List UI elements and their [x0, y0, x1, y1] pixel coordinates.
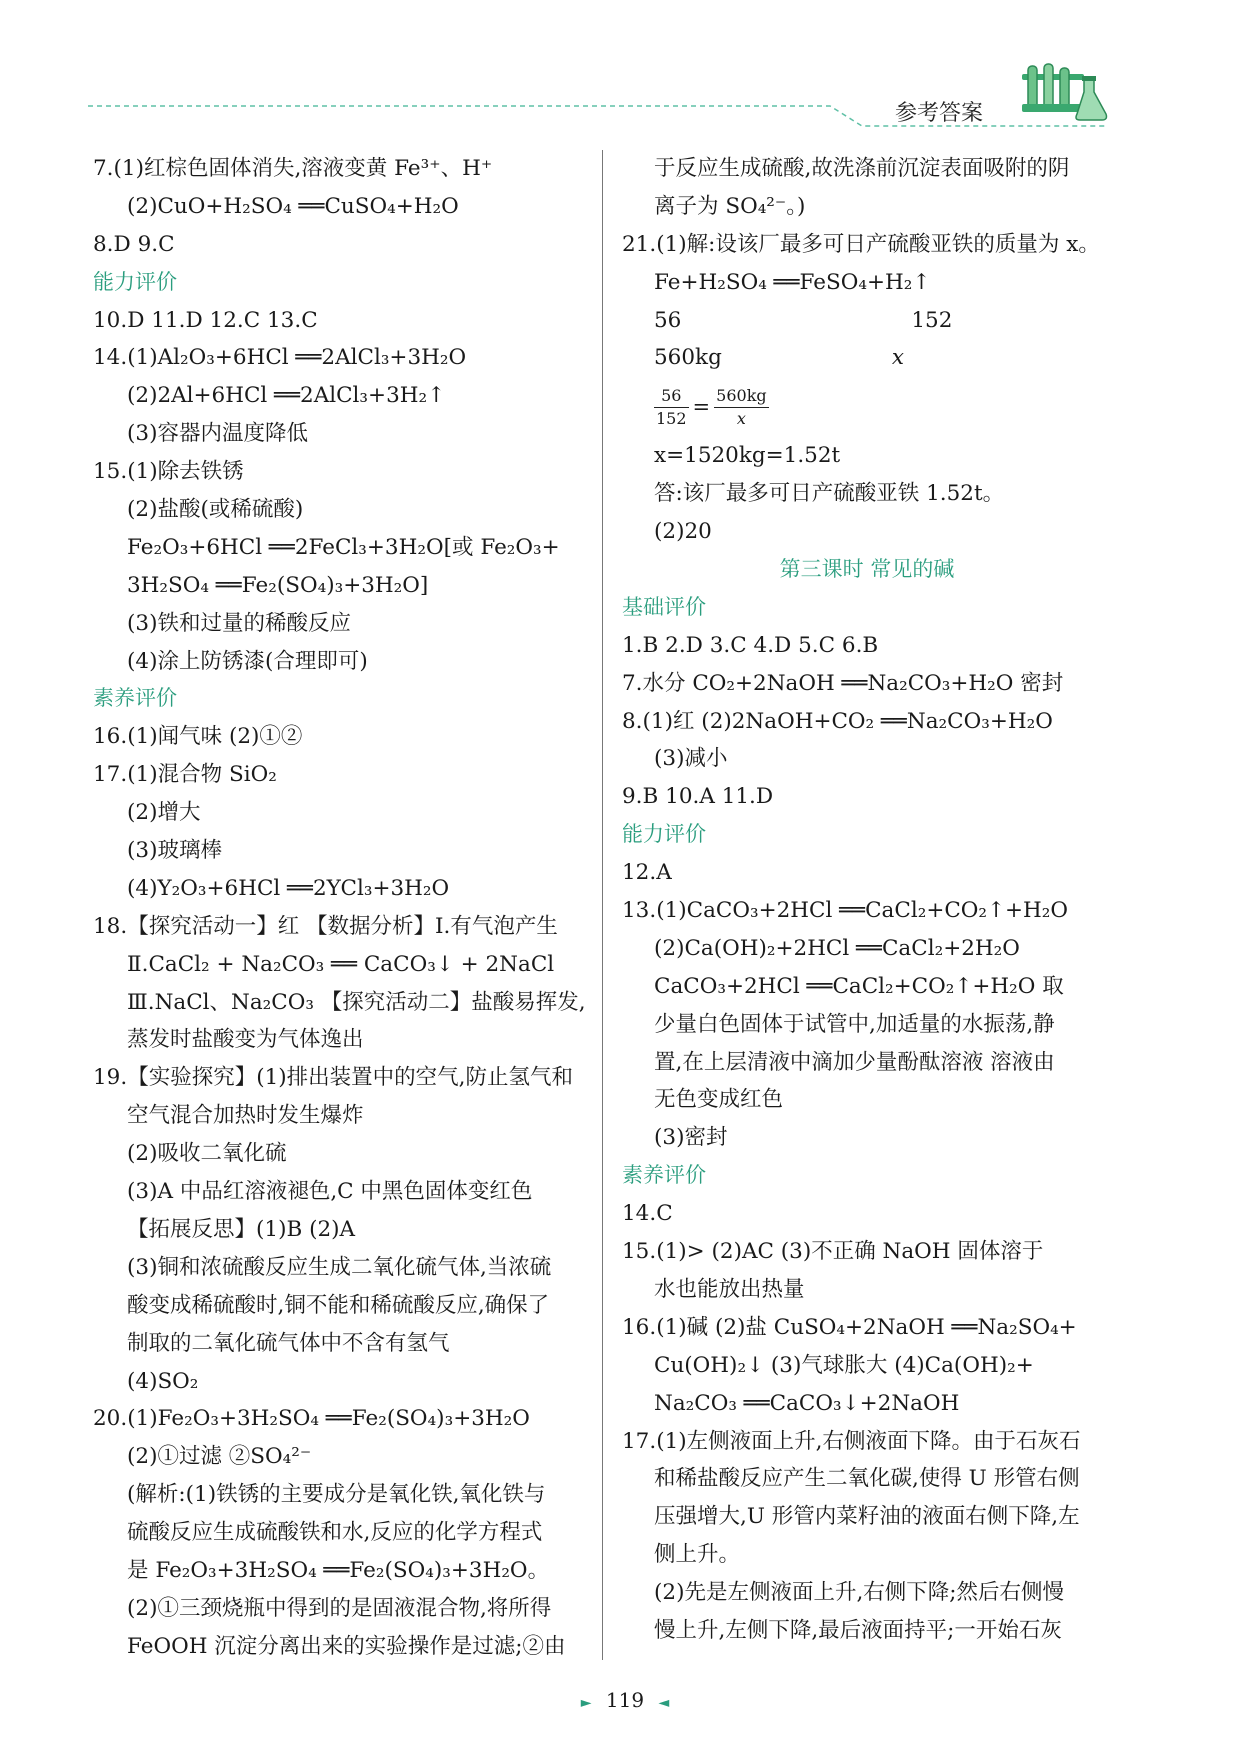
answer-line: x=1520kg=1.52t: [654, 443, 841, 469]
page-header: [0, 0, 1250, 140]
calc-given: 560kg: [654, 345, 722, 371]
answer-line: 10.D 11.D 12.C 13.C: [93, 307, 318, 333]
calc-mass-fe: 56: [654, 307, 682, 333]
section-heading: 基础评价: [622, 594, 706, 619]
calc-given-row: [622, 339, 1112, 377]
answer-line: (2)2Al+6HCl ══2AlCl₃+3H₂↑: [127, 383, 446, 409]
answer-line: 和稀盐酸反应产生二氧化碳,使得 U 形管右侧: [654, 1466, 1080, 1492]
answer-line: 14.(1)Al₂O₃+6HCl ══2AlCl₃+3H₂O: [93, 345, 467, 371]
answer-line: 7.水分 CO₂+2NaOH ══Na₂CO₃+H₂O 密封: [622, 670, 1064, 696]
answer-line: 硫酸反应生成硫酸铁和水,反应的化学方程式: [127, 1520, 543, 1546]
answer-line: 12.A: [622, 860, 672, 886]
answer-line: (2)CuO+H₂SO₄ ══CuSO₄+H₂O: [127, 193, 459, 219]
answer-line: 8.(1)红 (2)2NaOH+CO₂ ══Na₂CO₃+H₂O: [622, 708, 1053, 734]
arrow-left-icon: ◄: [658, 1695, 670, 1711]
answer-line: 18.【探究活动一】红 【数据分析】Ⅰ.有气泡产生: [93, 913, 558, 939]
answer-line: Na₂CO₃ ══CaCO₃↓+2NaOH: [654, 1390, 960, 1416]
section-heading: 第三课时 常见的碱: [779, 557, 955, 582]
section-heading: 素养评价: [93, 686, 177, 711]
answer-line: CaCO₃+2HCl ══CaCl₂+CO₂↑+H₂O 取: [654, 973, 1064, 999]
answer-line: (3)A 中品红溶液褪色,C 中黑色固体变红色: [127, 1179, 533, 1205]
answer-line: 14.C: [622, 1201, 673, 1227]
answer-line: 是 Fe₂O₃+3H₂SO₄ ══Fe₂(SO₄)₃+3H₂O。: [127, 1557, 550, 1583]
answer-line: (2)增大: [127, 800, 201, 826]
calc-molar-mass-row: [622, 302, 1112, 340]
answer-line: 17.(1)左侧液面上升,右侧液面下降。由于石灰石: [622, 1428, 1081, 1454]
answer-line: 1.B 2.D 3.C 4.D 5.C 6.B: [622, 632, 879, 658]
answer-line: 蒸发时盐酸变为气体逸出: [127, 1027, 364, 1053]
answer-line: 空气混合加热时发生爆炸: [127, 1103, 364, 1129]
answer-line: 20.(1)Fe₂O₃+3H₂SO₄ ══Fe₂(SO₄)₃+3H₂O: [93, 1406, 530, 1432]
answer-line: Fe₂O₃+6HCl ══2FeCl₃+3H₂O[或 Fe₂O₃+: [127, 534, 560, 560]
answer-line: 离子为 SO₄²⁻。): [654, 193, 806, 219]
left-column: [93, 150, 633, 1666]
fraction-left: $\frac{56}{152}$: [656, 385, 687, 428]
answer-line: Ⅲ.NaCl、Na₂CO₃ 【探究活动二】盐酸易挥发,: [127, 989, 586, 1015]
answer-line: Cu(OH)₂↓ (3)气球胀大 (4)Ca(OH)₂+: [654, 1352, 1034, 1378]
answer-line: 8.D 9.C: [93, 231, 175, 257]
answer-line: 压强增大,U 形管内菜籽油的液面右侧下降,左: [654, 1504, 1080, 1530]
answer-line: 16.(1)闻气味 (2)①②: [93, 724, 303, 750]
answer-line: 13.(1)CaCO₃+2HCl ══CaCl₂+CO₂↑+H₂O: [622, 898, 1069, 924]
answer-line: (3)减小: [654, 746, 728, 772]
answer-line: (4)涂上防锈漆(合理即可): [127, 648, 368, 674]
answer-line: 21.(1)解:设该厂最多可日产硫酸亚铁的质量为 x。: [622, 231, 1100, 257]
answer-line: (3)铁和过量的稀酸反应: [127, 610, 351, 636]
calc-proportion: [622, 377, 1112, 437]
answer-line: (4)SO₂: [127, 1368, 199, 1394]
answer-line: 17.(1)混合物 SiO₂: [93, 762, 277, 788]
header-title: 参考答案: [895, 101, 984, 126]
right-bottom-block: [622, 437, 1112, 1650]
answer-line: (2)①三颈烧瓶中得到的是固液混合物,将所得: [127, 1595, 552, 1621]
answer-line: (2)吸收二氧化硫: [127, 1141, 287, 1167]
answer-line: (3)容器内温度降低: [127, 421, 308, 447]
arrow-right-icon: ►: [580, 1695, 592, 1711]
section-heading: 素养评价: [622, 1163, 706, 1188]
answer-line: (3)玻璃棒: [127, 838, 222, 864]
answer-line: (3)铜和浓硫酸反应生成二氧化硫气体,当浓硫: [127, 1254, 552, 1280]
answer-line: FeOOH 沉淀分离出来的实验操作是过滤;②由: [127, 1633, 566, 1659]
answer-line: 制取的二氧化硫气体中不含有氢气: [127, 1330, 450, 1356]
answer-line: 15.(1)> (2)AC (3)不正确 NaOH 固体溶于: [622, 1239, 1044, 1265]
answer-line: 侧上升。: [654, 1542, 741, 1568]
equals-sign: =: [692, 395, 711, 420]
section-heading: 能力评价: [93, 269, 177, 294]
answer-line: 慢上升,左侧下降,最后液面持平;一开始石灰: [654, 1617, 1062, 1643]
answer-line: 16.(1)碱 (2)盐 CuSO₄+2NaOH ══Na₂SO₄+: [622, 1314, 1077, 1340]
right-top-block: [622, 150, 1112, 302]
section-heading: 能力评价: [622, 822, 706, 847]
answer-line: (2)先是左侧液面上升,右侧下降;然后右侧慢: [654, 1580, 1065, 1606]
answer-line: (2)20: [654, 519, 712, 545]
answer-line: (3)密封: [654, 1125, 728, 1151]
answer-line: 7.(1)红棕色固体消失,溶液变黄 Fe³⁺、H⁺: [93, 156, 493, 181]
answer-line: (2)①过滤 ②SO₄²⁻: [127, 1444, 312, 1470]
test-tubes-icon: [1020, 60, 1115, 125]
answer-line: Fe+H₂SO₄ ══FeSO₄+H₂↑: [654, 269, 931, 295]
right-column: [622, 150, 1112, 1650]
calc-mass-feso4: 152: [911, 307, 953, 333]
answer-line: (4)Y₂O₃+6HCl ══2YCl₃+3H₂O: [127, 875, 450, 901]
answer-line: 答:该厂最多可日产硫酸亚铁 1.52t。: [654, 481, 1005, 507]
calc-unknown: x: [891, 345, 904, 371]
answer-line: (解析:(1)铁锈的主要成分是氧化铁,氧化铁与: [127, 1482, 546, 1508]
answer-line: 9.B 10.A 11.D: [622, 784, 774, 810]
page-footer: [0, 1688, 1250, 1712]
page-number: 119: [605, 1688, 645, 1712]
answer-line: 酸变成稀硫酸时,铜不能和稀硫酸反应,确保了: [127, 1292, 550, 1318]
answer-line: 【拓展反思】(1)B (2)A: [127, 1216, 356, 1242]
answer-line: (2)Ca(OH)₂+2HCl ══CaCl₂+2H₂O: [654, 935, 1020, 961]
answer-line: Ⅱ.CaCl₂ + Na₂CO₃ ══ CaCO₃↓ + 2NaCl: [127, 951, 555, 977]
answer-line: (2)盐酸(或稀硫酸): [127, 497, 304, 523]
answer-line: 少量白色固体于试管中,加适量的水振荡,静: [654, 1011, 1055, 1037]
answer-line: 水也能放出热量: [654, 1276, 805, 1302]
answer-line: 置,在上层清液中滴加少量酚酞溶液 溶液由: [654, 1049, 1055, 1075]
answer-line: 于反应生成硫酸,故洗涤前沉淀表面吸附的阴: [654, 156, 1070, 181]
answer-line: 无色变成红色: [654, 1087, 784, 1113]
fraction-right: $\frac{560kg}{x}$: [716, 385, 767, 428]
answer-line: 15.(1)除去铁锈: [93, 459, 244, 485]
answer-line: 19.【实验探究】(1)排出装置中的空气,防止氢气和: [93, 1065, 573, 1091]
answer-line: 3H₂SO₄ ══Fe₂(SO₄)₃+3H₂O]: [127, 572, 429, 598]
